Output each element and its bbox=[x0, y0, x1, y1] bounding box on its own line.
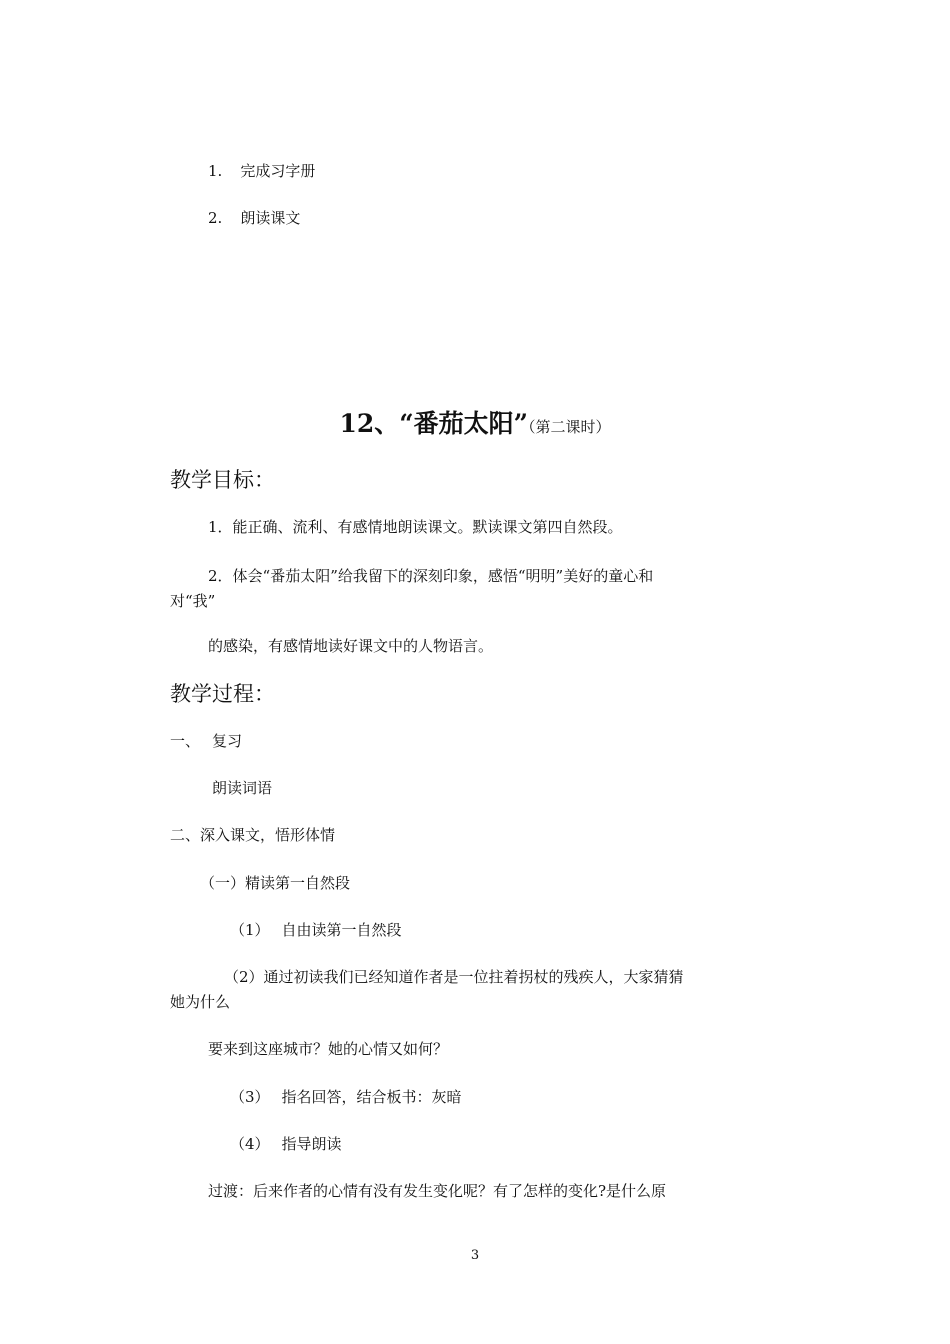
objective-2-line-3: 的感染，有感情地读好课文中的人物语言。 bbox=[208, 637, 494, 655]
transition-text: 过渡：后来作者的心情有没有发生变化呢？有了怎样的变化?是什么原 bbox=[208, 1182, 667, 1200]
objective-2-line-2: 对“我” bbox=[170, 592, 216, 610]
homework-item-1 bbox=[208, 161, 315, 181]
step-number: 一、 bbox=[170, 732, 201, 750]
step-1 bbox=[170, 731, 242, 751]
title-sub: （第二课时） bbox=[528, 418, 611, 436]
question-2-line-1: （2）通过初读我们已经知道作者是一位拄着拐杖的残疾人，大家猜猜 bbox=[224, 968, 684, 986]
question-text: 自由读第一自然段 bbox=[281, 921, 402, 939]
part-1: （一）精读第一自然段 bbox=[200, 874, 351, 892]
page-number: 3 bbox=[470, 1248, 480, 1263]
list-text: 完成习字册 bbox=[240, 162, 316, 180]
question-2-line-3: 要来到这座城市？她的心情又如何？ bbox=[208, 1040, 449, 1058]
question-text: 指名回答，结合板书：灰暗 bbox=[281, 1088, 462, 1106]
question-4 bbox=[230, 1134, 342, 1154]
step-text: 复习 bbox=[212, 732, 243, 750]
question-number: （3） bbox=[230, 1088, 270, 1106]
list-text: 朗读课文 bbox=[240, 209, 301, 227]
lesson-title bbox=[0, 404, 950, 440]
step-2: 二、深入课文，悟形体情 bbox=[170, 826, 336, 844]
list-number: 2. bbox=[208, 209, 223, 227]
process-heading: 教学过程： bbox=[170, 682, 275, 706]
question-3 bbox=[230, 1087, 462, 1107]
question-number: （4） bbox=[230, 1135, 270, 1153]
objectives-heading: 教学目标： bbox=[170, 468, 275, 492]
step-1-sub: 朗读词语 bbox=[212, 779, 273, 797]
question-1 bbox=[230, 920, 402, 940]
objective-1: 1．能正确、流利、有感情地朗读课文。默读课文第四自然段。 bbox=[208, 518, 623, 536]
title-main: 12、“番茄太阳” bbox=[339, 409, 529, 438]
objective-2-line-1: 2．体会“番茄太阳”给我留下的深刻印象，感悟“明明”美好的童心和 bbox=[208, 567, 654, 585]
question-text: 指导朗读 bbox=[281, 1135, 342, 1153]
question-number: （1） bbox=[230, 921, 270, 939]
homework-item-2 bbox=[208, 208, 300, 228]
list-number: 1. bbox=[208, 162, 223, 180]
question-2-line-2: 她为什么 bbox=[170, 993, 231, 1011]
